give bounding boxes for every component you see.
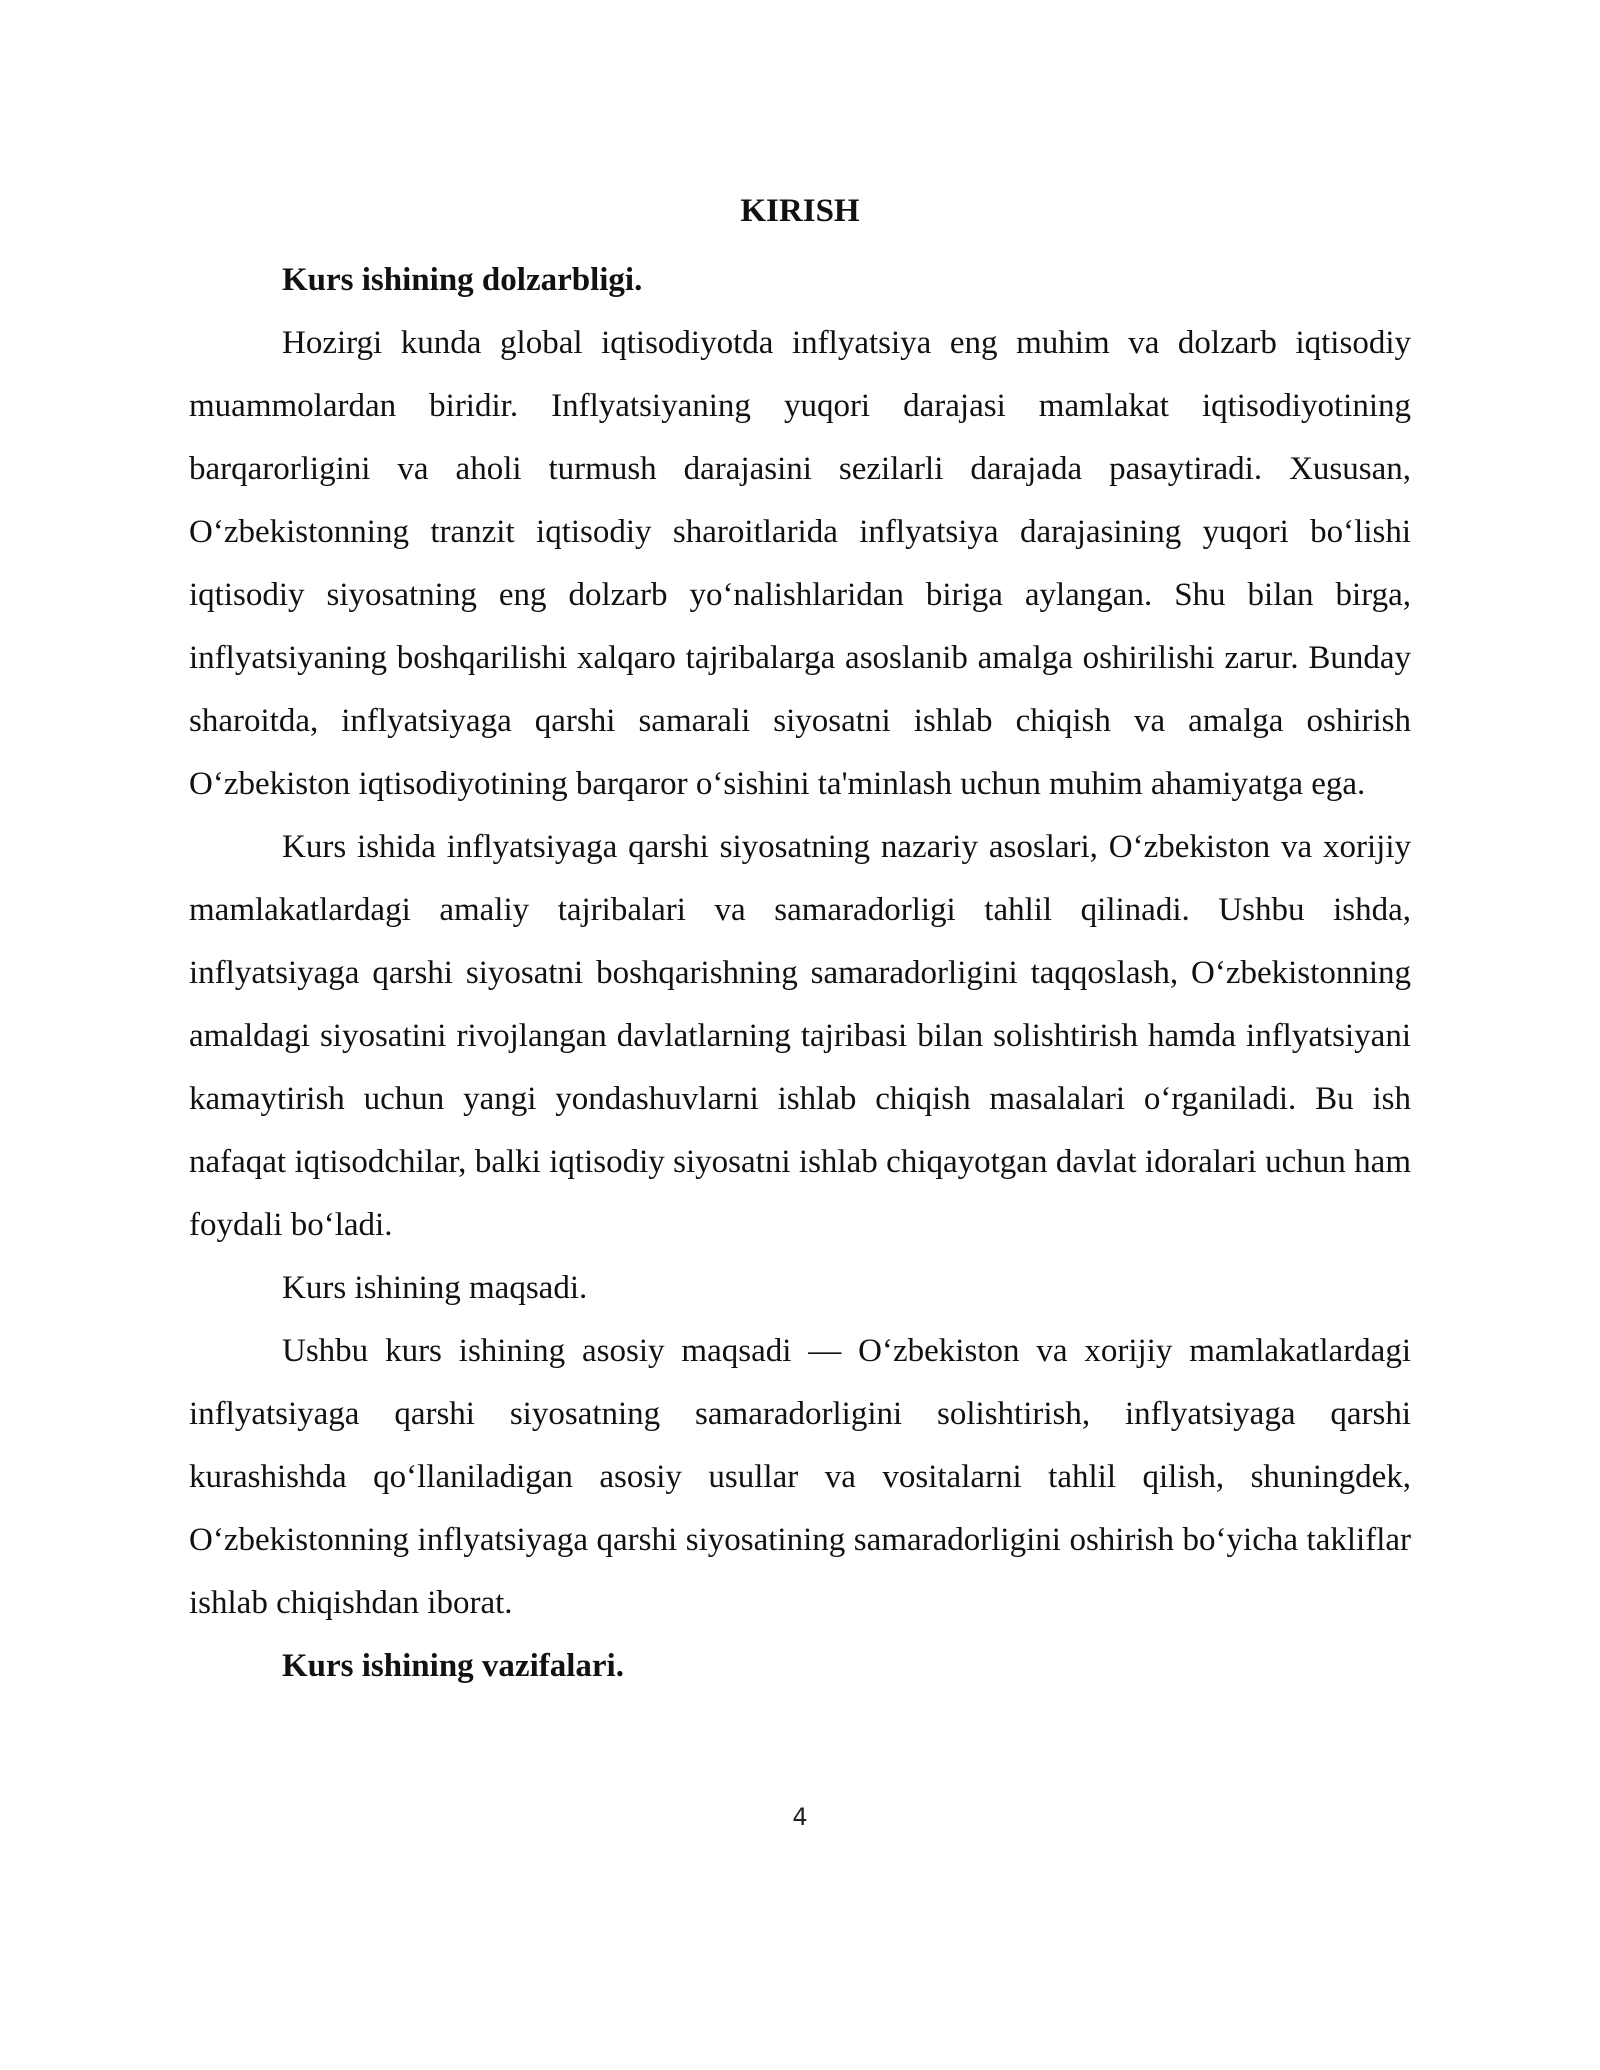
- relevance-heading: Kurs ishining dolzarbligi.: [282, 262, 643, 298]
- paragraph-relevance: Hozirgi kunda global iqtisodiyotda inflyatsiya eng muhim va dolzarb iqtisodiy muammolardan biridir. Inflyatsiyaning yuqori darajasi mamlakat iqtisodiyotining barqarorligini va aholi turmush darajasini sezilarli darajada pasaytiradi. Xususan, O‘zbekistonning tranzit iqtisodiy sharoitlarida inflyatsiya darajasining yuqori bo‘lishi iqtisodiy siyosatning eng dolzarb yo‘nalishlaridan biriga aylangan. Shu bilan birga, inflyatsiyaning boshqarilishi xalqaro tajribalarga asoslanib amalga oshirilishi zarur. Bunday sharoitda, inflyatsiyaga qarshi samarali siyosatni ishlab chiqish va amalga oshirish O‘zbekiston iqtisodiyotining barqaror o‘sishini ta'minlash uchun muhim ahamiyatga ega.: [189, 325, 1411, 802]
- goal-heading: Kurs ishining maqsadi.: [282, 1270, 588, 1306]
- paragraph-scope: Kurs ishida inflyatsiyaga qarshi siyosatning nazariy asoslari, O‘zbekiston va xorijiy mamlakatlardagi amaliy tajribalari va samaradorligi tahlil qilinadi. Ushbu ishda, inflyatsiyaga qarshi siyosatni boshqarishning samaradorligini taqqoslash, O‘zbekistonning amaldagi siyosatini rivojlangan davlatlarning tajribasi bilan solishtirish hamda inflyatsiyani kamaytirish uchun yangi yondashuvlarni ishlab chiqish masalalari o‘rganiladi. Bu ish nafaqat iqtisodchilar, balki iqtisodiy siyosatni ishlab chiqayotgan davlat idoralari uchun ham foydali bo‘ladi.: [189, 829, 1411, 1243]
- document-page: [189, 185, 1411, 1698]
- paragraph-goal: Ushbu kurs ishining asosiy maqsadi — O‘zbekiston va xorijiy mamlakatlardagi inflyatsiyaga qarshi siyosatning samaradorligini solishtirish, inflyatsiyaga qarshi kurashishda qo‘llaniladigan asosiy usullar va vositalarni tahlil qilish, shuningdek, O‘zbekistonning inflyatsiyaga qarshi siyosatining samaradorligini oshirish bo‘yicha takliflar ishlab chiqishdan iborat.: [189, 1333, 1411, 1621]
- page-title: KIRISH: [740, 193, 860, 229]
- page-number: 4: [792, 1803, 808, 1831]
- tasks-heading: Kurs ishining vazifalari.: [282, 1648, 624, 1684]
